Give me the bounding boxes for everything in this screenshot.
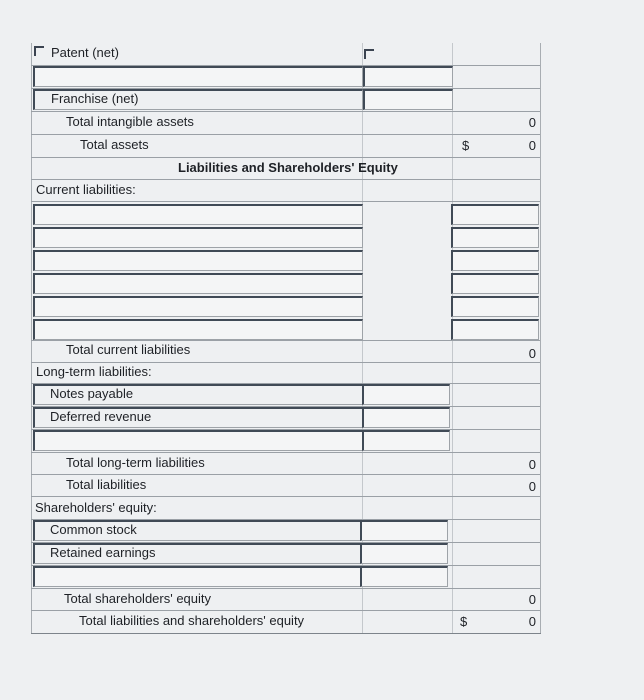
total-assets-currency: $ — [462, 138, 470, 153]
table-left-border — [31, 43, 32, 633]
equity-item-name-input[interactable] — [33, 566, 361, 587]
common-stock-amount-input[interactable] — [360, 520, 448, 541]
current-liability-name-input[interactable] — [33, 273, 363, 294]
current-liability-amount-input[interactable] — [451, 296, 539, 317]
retained-earnings-amount-input[interactable] — [360, 543, 448, 564]
total-liabilities-equity-currency: $ — [460, 614, 468, 629]
table-right-border — [540, 43, 541, 633]
franchise-amount-input[interactable] — [363, 89, 453, 110]
current-liability-name-input[interactable] — [33, 250, 363, 271]
current-liability-amount-input[interactable] — [451, 227, 539, 248]
shareholders-equity-heading: Shareholders' equity: — [35, 500, 157, 515]
deferred-revenue-label: Deferred revenue — [50, 409, 152, 424]
total-shareholders-equity-label: Total shareholders' equity — [64, 591, 212, 606]
table-bottom-border — [31, 633, 541, 634]
patent-label: Patent (net) — [51, 45, 119, 60]
total-liabilities-equity-value: 0 — [528, 614, 536, 629]
total-shareholders-equity-value: 0 — [528, 592, 536, 607]
current-liability-amount-input[interactable] — [451, 250, 539, 271]
total-assets-value: 0 — [528, 138, 536, 153]
common-stock-label: Common stock — [50, 522, 137, 537]
long-term-liabilities-heading: Long-term liabilities: — [36, 364, 152, 379]
long-term-liability-name-input[interactable] — [33, 430, 363, 451]
current-liability-name-input[interactable] — [33, 204, 363, 225]
current-liability-amount-input[interactable] — [451, 319, 539, 340]
equity-item-amount-input[interactable] — [360, 566, 448, 587]
long-term-liability-amount-input[interactable] — [362, 430, 450, 451]
deferred-revenue-amount-input[interactable] — [362, 407, 450, 428]
total-liabilities-value: 0 — [528, 479, 536, 494]
current-liability-amount-input[interactable] — [451, 273, 539, 294]
row-divider — [31, 201, 540, 202]
corner-mark — [364, 49, 374, 51]
total-liabilities-label: Total liabilities — [66, 477, 147, 492]
total-intangible-label: Total intangible assets — [66, 114, 194, 129]
notes-payable-amount-input[interactable] — [362, 384, 450, 405]
total-current-liabilities-label: Total current liabilities — [66, 342, 191, 357]
total-intangible-value: 0 — [528, 115, 536, 130]
asset-name-input[interactable] — [33, 66, 363, 87]
current-liability-name-input[interactable] — [33, 227, 363, 248]
retained-earnings-label: Retained earnings — [50, 545, 156, 560]
current-liabilities-heading: Current liabilities: — [36, 182, 136, 197]
total-liabilities-equity-label: Total liabilities and shareholders' equity — [79, 613, 305, 628]
asset-amount-input[interactable] — [363, 66, 453, 87]
total-long-term-liabilities-label: Total long-term liabilities — [66, 455, 205, 470]
current-liability-name-input[interactable] — [33, 319, 363, 340]
franchise-label: Franchise (net) — [51, 91, 139, 106]
total-long-term-liabilities-value: 0 — [528, 457, 536, 472]
section-heading: Liabilities and Shareholders' Equity — [178, 160, 398, 175]
notes-payable-label: Notes payable — [50, 386, 134, 401]
corner-mark — [34, 46, 44, 48]
current-liability-amount-input[interactable] — [451, 204, 539, 225]
current-liability-name-input[interactable] — [33, 296, 363, 317]
total-assets-label: Total assets — [80, 137, 149, 152]
total-current-liabilities-value: 0 — [528, 346, 536, 361]
